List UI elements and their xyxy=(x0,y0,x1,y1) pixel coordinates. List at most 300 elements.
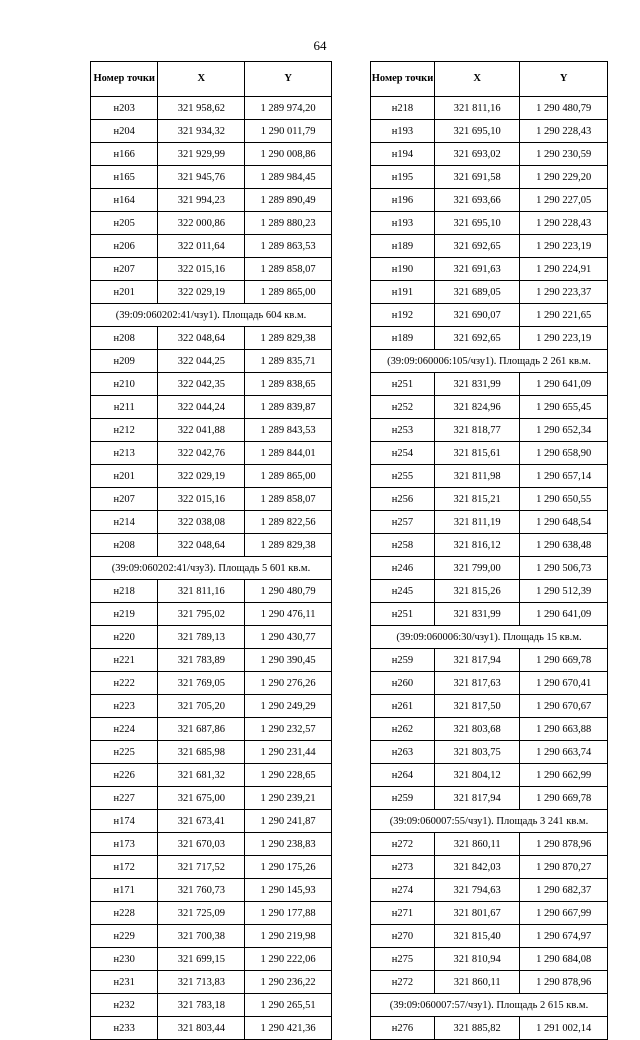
x-coordinate-cell: 321 769,05 xyxy=(158,672,245,695)
page-number: 64 xyxy=(313,38,327,53)
table-row xyxy=(91,741,332,764)
header-y: Y xyxy=(520,62,608,97)
table-row xyxy=(91,879,332,902)
point-number-cell: н166 xyxy=(91,143,158,166)
point-number-cell: н222 xyxy=(91,672,158,695)
y-coordinate-cell: 1 290 227,05 xyxy=(520,189,608,212)
y-coordinate-cell: 1 289 844,01 xyxy=(245,442,332,465)
y-coordinate-cell: 1 290 236,22 xyxy=(245,971,332,994)
point-number-cell: н256 xyxy=(371,488,435,511)
y-coordinate-cell: 1 290 223,19 xyxy=(520,327,608,350)
x-coordinate-cell: 322 048,64 xyxy=(158,327,245,350)
x-coordinate-cell: 322 042,76 xyxy=(158,442,245,465)
y-coordinate-cell: 1 290 652,34 xyxy=(520,419,608,442)
point-number-cell: н205 xyxy=(91,212,158,235)
table-row xyxy=(371,212,608,235)
table-row xyxy=(371,580,608,603)
point-number-cell: н191 xyxy=(371,281,435,304)
x-coordinate-cell: 322 041,88 xyxy=(158,419,245,442)
y-coordinate-cell: 1 290 648,54 xyxy=(520,511,608,534)
y-coordinate-cell: 1 290 390,45 xyxy=(245,649,332,672)
x-coordinate-cell: 321 817,94 xyxy=(434,787,519,810)
point-number-cell: н271 xyxy=(371,902,435,925)
y-coordinate-cell: 1 290 638,48 xyxy=(520,534,608,557)
y-coordinate-cell: 1 289 984,45 xyxy=(245,166,332,189)
point-number-cell: н259 xyxy=(371,787,435,810)
section-caption: (39:09:060202:41/чзу1). Площадь 604 кв.м. xyxy=(91,304,332,327)
point-number-cell: н208 xyxy=(91,534,158,557)
y-coordinate-cell: 1 289 839,87 xyxy=(245,396,332,419)
x-coordinate-cell: 322 015,16 xyxy=(158,488,245,511)
y-coordinate-cell: 1 290 878,96 xyxy=(520,971,608,994)
section-caption: (39:09:060007:57/чзу1). Площадь 2 615 кв.м. xyxy=(371,994,608,1017)
point-number-cell: н218 xyxy=(371,97,435,120)
y-coordinate-cell: 1 290 670,41 xyxy=(520,672,608,695)
table-row xyxy=(91,97,332,120)
x-coordinate-cell: 321 815,26 xyxy=(434,580,519,603)
point-number-cell: н275 xyxy=(371,948,435,971)
point-number-cell: н231 xyxy=(91,971,158,994)
point-number-cell: н195 xyxy=(371,166,435,189)
x-coordinate-cell: 321 799,00 xyxy=(434,557,519,580)
point-number-cell: н274 xyxy=(371,879,435,902)
table-row xyxy=(371,534,608,557)
table-row xyxy=(91,603,332,626)
table-row xyxy=(371,396,608,419)
x-coordinate-cell: 321 994,23 xyxy=(158,189,245,212)
table-row xyxy=(91,856,332,879)
x-coordinate-cell: 322 011,64 xyxy=(158,235,245,258)
y-coordinate-cell: 1 290 512,39 xyxy=(520,580,608,603)
y-coordinate-cell: 1 290 663,74 xyxy=(520,741,608,764)
point-number-cell: н228 xyxy=(91,902,158,925)
table-row xyxy=(91,281,332,304)
x-coordinate-cell: 321 824,96 xyxy=(434,396,519,419)
table-row xyxy=(371,902,608,925)
table-row xyxy=(91,120,332,143)
point-number-cell: н261 xyxy=(371,695,435,718)
x-coordinate-cell: 321 692,65 xyxy=(434,327,519,350)
table-row xyxy=(371,603,608,626)
y-coordinate-cell: 1 290 662,99 xyxy=(520,764,608,787)
point-number-cell: н164 xyxy=(91,189,158,212)
table-row xyxy=(91,350,332,373)
table-row xyxy=(371,925,608,948)
x-coordinate-cell: 321 713,83 xyxy=(158,971,245,994)
x-coordinate-cell: 321 929,99 xyxy=(158,143,245,166)
table-row xyxy=(371,833,608,856)
y-coordinate-cell: 1 290 222,06 xyxy=(245,948,332,971)
section-row xyxy=(91,557,332,580)
point-number-cell: н189 xyxy=(371,235,435,258)
table-row xyxy=(371,971,608,994)
table-row xyxy=(91,373,332,396)
table-row xyxy=(371,511,608,534)
y-coordinate-cell: 1 290 670,67 xyxy=(520,695,608,718)
section-row xyxy=(91,304,332,327)
table-row xyxy=(371,649,608,672)
x-coordinate-cell: 321 681,32 xyxy=(158,764,245,787)
x-coordinate-cell: 321 860,11 xyxy=(434,833,519,856)
y-coordinate-cell: 1 290 232,57 xyxy=(245,718,332,741)
x-coordinate-cell: 322 000,86 xyxy=(158,212,245,235)
y-coordinate-cell: 1 290 641,09 xyxy=(520,373,608,396)
section-row xyxy=(371,350,608,373)
x-coordinate-cell: 321 803,68 xyxy=(434,718,519,741)
point-number-cell: н224 xyxy=(91,718,158,741)
point-number-cell: н201 xyxy=(91,281,158,304)
y-coordinate-cell: 1 290 224,91 xyxy=(520,258,608,281)
y-coordinate-cell: 1 290 641,09 xyxy=(520,603,608,626)
x-coordinate-cell: 321 815,61 xyxy=(434,442,519,465)
x-coordinate-cell: 321 817,63 xyxy=(434,672,519,695)
y-coordinate-cell: 1 290 231,44 xyxy=(245,741,332,764)
point-number-cell: н270 xyxy=(371,925,435,948)
y-coordinate-cell: 1 290 228,43 xyxy=(520,212,608,235)
y-coordinate-cell: 1 289 880,23 xyxy=(245,212,332,235)
y-coordinate-cell: 1 289 974,20 xyxy=(245,97,332,120)
x-coordinate-cell: 321 817,94 xyxy=(434,649,519,672)
point-number-cell: н229 xyxy=(91,925,158,948)
y-coordinate-cell: 1 290 480,79 xyxy=(245,580,332,603)
y-coordinate-cell: 1 289 863,53 xyxy=(245,235,332,258)
table-row xyxy=(91,810,332,833)
x-coordinate-cell: 321 699,15 xyxy=(158,948,245,971)
point-number-cell: н262 xyxy=(371,718,435,741)
y-coordinate-cell: 1 290 430,77 xyxy=(245,626,332,649)
y-coordinate-cell: 1 290 663,88 xyxy=(520,718,608,741)
point-number-cell: н203 xyxy=(91,97,158,120)
point-number-cell: н196 xyxy=(371,189,435,212)
point-number-cell: н225 xyxy=(91,741,158,764)
y-coordinate-cell: 1 290 657,14 xyxy=(520,465,608,488)
x-coordinate-cell: 321 670,03 xyxy=(158,833,245,856)
table-row xyxy=(371,166,608,189)
table-row xyxy=(91,971,332,994)
point-number-cell: н227 xyxy=(91,787,158,810)
point-number-cell: н207 xyxy=(91,258,158,281)
x-coordinate-cell: 321 693,02 xyxy=(434,143,519,166)
y-coordinate-cell: 1 290 658,90 xyxy=(520,442,608,465)
y-coordinate-cell: 1 290 228,43 xyxy=(520,120,608,143)
point-number-cell: н192 xyxy=(371,304,435,327)
y-coordinate-cell: 1 290 669,78 xyxy=(520,649,608,672)
table-row xyxy=(371,120,608,143)
y-coordinate-cell: 1 289 835,71 xyxy=(245,350,332,373)
table-row xyxy=(371,741,608,764)
x-coordinate-cell: 322 015,16 xyxy=(158,258,245,281)
x-coordinate-cell: 321 692,65 xyxy=(434,235,519,258)
table-row xyxy=(371,419,608,442)
table-row xyxy=(371,189,608,212)
header-x: X xyxy=(158,62,245,97)
y-coordinate-cell: 1 290 221,65 xyxy=(520,304,608,327)
point-number-cell: н165 xyxy=(91,166,158,189)
y-coordinate-cell: 1 290 238,83 xyxy=(245,833,332,856)
y-coordinate-cell: 1 290 241,87 xyxy=(245,810,332,833)
point-number-cell: н257 xyxy=(371,511,435,534)
point-number-cell: н260 xyxy=(371,672,435,695)
point-number-cell: н255 xyxy=(371,465,435,488)
table-row xyxy=(371,879,608,902)
y-coordinate-cell: 1 290 650,55 xyxy=(520,488,608,511)
section-row xyxy=(371,626,608,649)
x-coordinate-cell: 322 044,24 xyxy=(158,396,245,419)
x-coordinate-cell: 321 691,63 xyxy=(434,258,519,281)
x-coordinate-cell: 321 717,52 xyxy=(158,856,245,879)
point-number-cell: н264 xyxy=(371,764,435,787)
table-row xyxy=(91,925,332,948)
coordinates-table-left xyxy=(90,61,332,1040)
point-number-cell: н254 xyxy=(371,442,435,465)
point-number-cell: н251 xyxy=(371,373,435,396)
table-row xyxy=(91,212,332,235)
table-row xyxy=(91,626,332,649)
table-row xyxy=(371,442,608,465)
point-number-cell: н233 xyxy=(91,1017,158,1040)
x-coordinate-cell: 321 695,10 xyxy=(434,212,519,235)
x-coordinate-cell: 321 818,77 xyxy=(434,419,519,442)
point-number-cell: н252 xyxy=(371,396,435,419)
table-row xyxy=(91,787,332,810)
y-coordinate-cell: 1 289 858,07 xyxy=(245,488,332,511)
x-coordinate-cell: 321 725,09 xyxy=(158,902,245,925)
y-coordinate-cell: 1 290 145,93 xyxy=(245,879,332,902)
point-number-cell: н171 xyxy=(91,879,158,902)
section-row xyxy=(371,994,608,1017)
table-row xyxy=(91,534,332,557)
point-number-cell: н230 xyxy=(91,948,158,971)
point-number-cell: н259 xyxy=(371,649,435,672)
x-coordinate-cell: 321 810,94 xyxy=(434,948,519,971)
y-coordinate-cell: 1 290 223,37 xyxy=(520,281,608,304)
y-coordinate-cell: 1 289 858,07 xyxy=(245,258,332,281)
point-number-cell: н208 xyxy=(91,327,158,350)
y-coordinate-cell: 1 290 655,45 xyxy=(520,396,608,419)
point-number-cell: н210 xyxy=(91,373,158,396)
x-coordinate-cell: 321 693,66 xyxy=(434,189,519,212)
y-coordinate-cell: 1 290 870,27 xyxy=(520,856,608,879)
x-coordinate-cell: 321 760,73 xyxy=(158,879,245,902)
point-number-cell: н213 xyxy=(91,442,158,465)
point-number-cell: н246 xyxy=(371,557,435,580)
table-row xyxy=(91,465,332,488)
table-row xyxy=(371,97,608,120)
table-row xyxy=(371,856,608,879)
table-row xyxy=(371,143,608,166)
table-row xyxy=(91,695,332,718)
point-number-cell: н193 xyxy=(371,212,435,235)
section-caption: (39:09:060006:30/чзу1). Площадь 15 кв.м. xyxy=(371,626,608,649)
x-coordinate-cell: 321 689,05 xyxy=(434,281,519,304)
x-coordinate-cell: 321 783,89 xyxy=(158,649,245,672)
point-number-cell: н193 xyxy=(371,120,435,143)
x-coordinate-cell: 321 885,82 xyxy=(434,1017,519,1040)
y-coordinate-cell: 1 290 674,97 xyxy=(520,925,608,948)
coordinates-table-right xyxy=(370,61,608,1040)
y-coordinate-cell: 1 290 249,29 xyxy=(245,695,332,718)
table-row xyxy=(371,304,608,327)
point-number-cell: н211 xyxy=(91,396,158,419)
point-number-cell: н206 xyxy=(91,235,158,258)
point-number-cell: н258 xyxy=(371,534,435,557)
point-number-cell: н273 xyxy=(371,856,435,879)
x-coordinate-cell: 321 803,44 xyxy=(158,1017,245,1040)
x-coordinate-cell: 321 801,67 xyxy=(434,902,519,925)
x-coordinate-cell: 321 695,10 xyxy=(434,120,519,143)
table-row xyxy=(91,442,332,465)
y-coordinate-cell: 1 290 265,51 xyxy=(245,994,332,1017)
point-number-cell: н221 xyxy=(91,649,158,672)
x-coordinate-cell: 321 811,16 xyxy=(434,97,519,120)
table-row xyxy=(371,258,608,281)
point-number-cell: н218 xyxy=(91,580,158,603)
table-row xyxy=(91,166,332,189)
y-coordinate-cell: 1 290 008,86 xyxy=(245,143,332,166)
point-number-cell: н212 xyxy=(91,419,158,442)
point-number-cell: н251 xyxy=(371,603,435,626)
y-coordinate-cell: 1 290 480,79 xyxy=(520,97,608,120)
x-coordinate-cell: 321 803,75 xyxy=(434,741,519,764)
x-coordinate-cell: 321 817,50 xyxy=(434,695,519,718)
y-coordinate-cell: 1 289 843,53 xyxy=(245,419,332,442)
y-coordinate-cell: 1 289 838,65 xyxy=(245,373,332,396)
point-number-cell: н201 xyxy=(91,465,158,488)
y-coordinate-cell: 1 290 276,26 xyxy=(245,672,332,695)
y-coordinate-cell: 1 290 506,73 xyxy=(520,557,608,580)
x-coordinate-cell: 321 690,07 xyxy=(434,304,519,327)
point-number-cell: н209 xyxy=(91,350,158,373)
y-coordinate-cell: 1 289 865,00 xyxy=(245,465,332,488)
table-row xyxy=(371,787,608,810)
y-coordinate-cell: 1 290 011,79 xyxy=(245,120,332,143)
table-row xyxy=(371,764,608,787)
y-coordinate-cell: 1 290 223,19 xyxy=(520,235,608,258)
x-coordinate-cell: 321 816,12 xyxy=(434,534,519,557)
y-coordinate-cell: 1 290 421,36 xyxy=(245,1017,332,1040)
table-row xyxy=(91,672,332,695)
x-coordinate-cell: 321 783,18 xyxy=(158,994,245,1017)
y-coordinate-cell: 1 289 890,49 xyxy=(245,189,332,212)
x-coordinate-cell: 321 842,03 xyxy=(434,856,519,879)
y-coordinate-cell: 1 290 230,59 xyxy=(520,143,608,166)
table-row xyxy=(91,488,332,511)
x-coordinate-cell: 321 685,98 xyxy=(158,741,245,764)
header-point-number: Номер точки xyxy=(91,62,158,97)
table-row xyxy=(91,258,332,281)
x-coordinate-cell: 321 945,76 xyxy=(158,166,245,189)
x-coordinate-cell: 321 675,00 xyxy=(158,787,245,810)
table-row xyxy=(91,396,332,419)
table-row xyxy=(91,994,332,1017)
point-number-cell: н190 xyxy=(371,258,435,281)
table-row xyxy=(91,718,332,741)
y-coordinate-cell: 1 289 865,00 xyxy=(245,281,332,304)
header-x: X xyxy=(434,62,519,97)
x-coordinate-cell: 321 831,99 xyxy=(434,373,519,396)
table-row xyxy=(91,833,332,856)
y-coordinate-cell: 1 290 878,96 xyxy=(520,833,608,856)
x-coordinate-cell: 321 958,62 xyxy=(158,97,245,120)
y-coordinate-cell: 1 290 175,26 xyxy=(245,856,332,879)
x-coordinate-cell: 321 860,11 xyxy=(434,971,519,994)
table-row xyxy=(371,718,608,741)
table-row xyxy=(371,1017,608,1040)
table-row xyxy=(371,465,608,488)
x-coordinate-cell: 321 794,63 xyxy=(434,879,519,902)
section-caption: (39:09:060007:55/чзу1). Площадь 3 241 кв.м. xyxy=(371,810,608,833)
x-coordinate-cell: 321 673,41 xyxy=(158,810,245,833)
point-number-cell: н173 xyxy=(91,833,158,856)
table-row xyxy=(371,672,608,695)
point-number-cell: н245 xyxy=(371,580,435,603)
header-y: Y xyxy=(245,62,332,97)
y-coordinate-cell: 1 290 682,37 xyxy=(520,879,608,902)
x-coordinate-cell: 322 029,19 xyxy=(158,465,245,488)
x-coordinate-cell: 321 795,02 xyxy=(158,603,245,626)
point-number-cell: н207 xyxy=(91,488,158,511)
section-caption: (39:09:060006:105/чзу1). Площадь 2 261 кв.м. xyxy=(371,350,608,373)
x-coordinate-cell: 321 789,13 xyxy=(158,626,245,649)
table-row xyxy=(371,488,608,511)
x-coordinate-cell: 322 042,35 xyxy=(158,373,245,396)
y-coordinate-cell: 1 290 228,65 xyxy=(245,764,332,787)
table-header-row xyxy=(91,62,332,97)
y-coordinate-cell: 1 291 002,14 xyxy=(520,1017,608,1040)
table-row xyxy=(91,327,332,350)
table-row xyxy=(371,948,608,971)
x-coordinate-cell: 321 831,99 xyxy=(434,603,519,626)
table-row xyxy=(91,1017,332,1040)
x-coordinate-cell: 321 811,98 xyxy=(434,465,519,488)
point-number-cell: н232 xyxy=(91,994,158,1017)
point-number-cell: н194 xyxy=(371,143,435,166)
x-coordinate-cell: 321 811,16 xyxy=(158,580,245,603)
table-row xyxy=(91,143,332,166)
x-coordinate-cell: 321 705,20 xyxy=(158,695,245,718)
table-row xyxy=(371,235,608,258)
point-number-cell: н174 xyxy=(91,810,158,833)
table-row xyxy=(371,281,608,304)
x-coordinate-cell: 322 029,19 xyxy=(158,281,245,304)
x-coordinate-cell: 321 815,40 xyxy=(434,925,519,948)
table-row xyxy=(91,948,332,971)
table-row xyxy=(91,235,332,258)
table-row xyxy=(371,327,608,350)
point-number-cell: н223 xyxy=(91,695,158,718)
section-row xyxy=(371,810,608,833)
point-number-cell: н226 xyxy=(91,764,158,787)
y-coordinate-cell: 1 290 669,78 xyxy=(520,787,608,810)
point-number-cell: н276 xyxy=(371,1017,435,1040)
header-point-number: Номер точки xyxy=(371,62,435,97)
table-row xyxy=(91,189,332,212)
table-row xyxy=(91,511,332,534)
y-coordinate-cell: 1 290 229,20 xyxy=(520,166,608,189)
point-number-cell: н253 xyxy=(371,419,435,442)
point-number-cell: н272 xyxy=(371,833,435,856)
point-number-cell: н172 xyxy=(91,856,158,879)
table-row xyxy=(91,764,332,787)
y-coordinate-cell: 1 290 684,08 xyxy=(520,948,608,971)
table-row xyxy=(91,902,332,925)
y-coordinate-cell: 1 290 239,21 xyxy=(245,787,332,810)
table-row xyxy=(91,649,332,672)
section-caption: (39:09:060202:41/чзу3). Площадь 5 601 кв.м. xyxy=(91,557,332,580)
point-number-cell: н263 xyxy=(371,741,435,764)
y-coordinate-cell: 1 290 219,98 xyxy=(245,925,332,948)
x-coordinate-cell: 321 815,21 xyxy=(434,488,519,511)
